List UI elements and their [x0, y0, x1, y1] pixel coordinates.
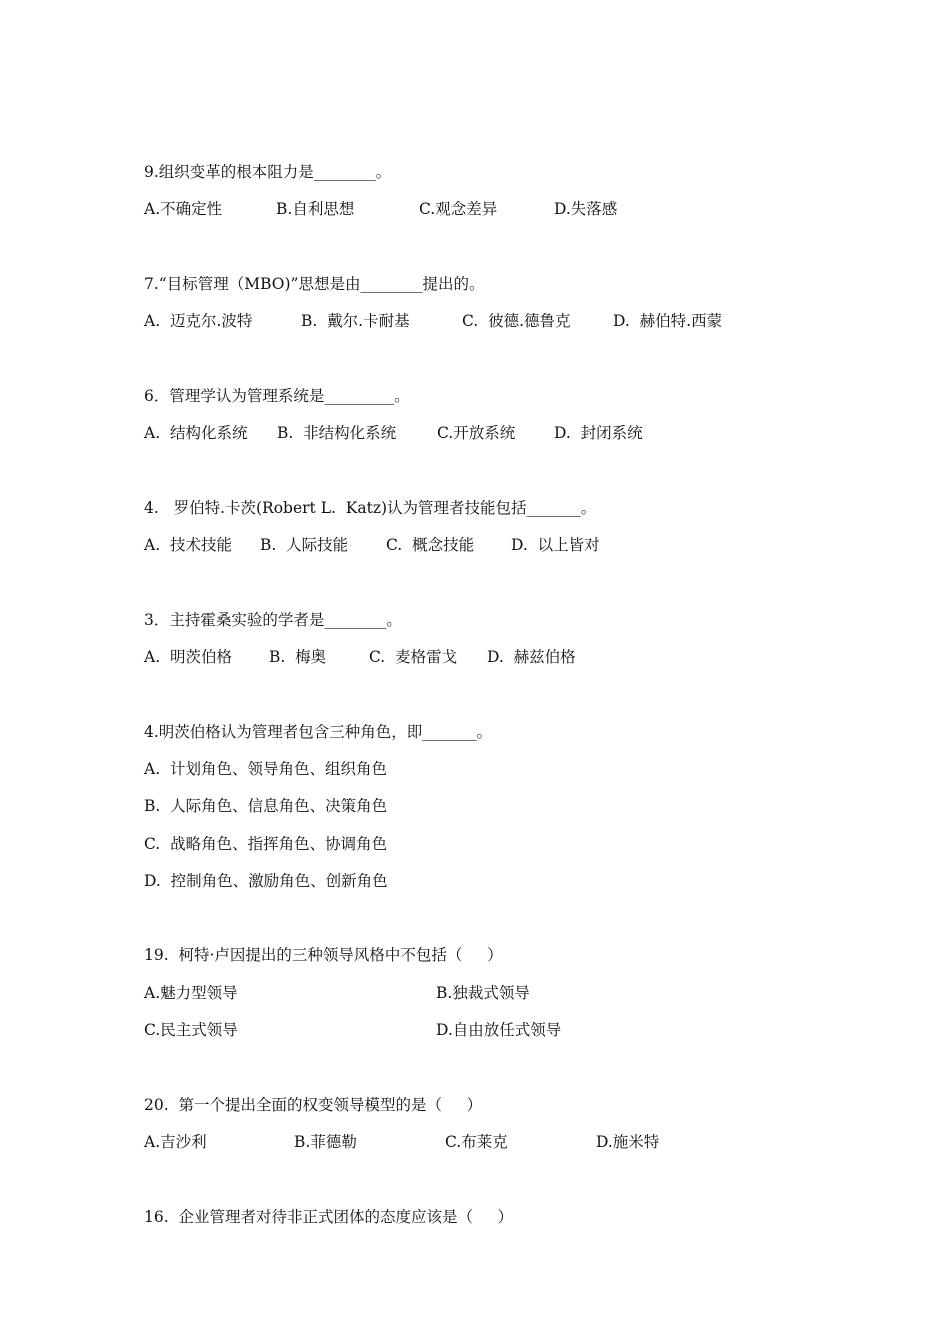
option-d: D. 以上皆对: [511, 536, 600, 554]
option-b: B.独裁式领导: [436, 984, 530, 1002]
option-d: D.施米特: [596, 1133, 660, 1151]
option-c: C.开放系统: [437, 424, 516, 442]
option-a: A. 结构化系统: [144, 424, 248, 442]
option-d: D. 控制角色、激励角色、创新角色: [144, 872, 388, 890]
option-d: D.自由放任式领导: [436, 1021, 562, 1039]
option-a: A.不确定性: [144, 200, 223, 218]
question-stem: 20. 第一个提出全面的权变领导模型的是（ ）: [144, 1096, 483, 1114]
option-c: C. 彼德.德鲁克: [462, 312, 571, 330]
option-c: C.布莱克: [445, 1133, 508, 1151]
question-stem: 16. 企业管理者对待非正式团体的态度应该是（ ）: [144, 1208, 514, 1226]
option-b: B. 非结构化系统: [277, 424, 397, 442]
option-c: C. 麦格雷戈: [369, 648, 458, 666]
option-a: A.魅力型领导: [144, 984, 238, 1002]
option-c: C. 概念技能: [386, 536, 475, 554]
question-stem: 7.“目标管理（MBO)”思想是由________提出的。: [144, 275, 485, 293]
question-stem: 4. 罗伯特.卡茨(Robert L. Katz)认为管理者技能包括_______。: [144, 499, 597, 517]
option-d: D. 赫伯特.西蒙: [613, 312, 723, 330]
option-b: B.菲德勒: [294, 1133, 357, 1151]
option-b: B. 人际技能: [260, 536, 349, 554]
option-c: C.民主式领导: [144, 1021, 238, 1039]
option-d: D.失落感: [554, 200, 618, 218]
option-b: B. 梅奥: [269, 648, 327, 666]
question-stem: 9.组织变革的根本阻力是________。: [144, 163, 392, 181]
option-a: A. 明茨伯格: [144, 648, 232, 666]
question-stem: 3．主持霍桑实验的学者是________。: [144, 611, 402, 629]
question-stem: 4.明茨伯格认为管理者包含三种角色，即_______。: [144, 723, 493, 741]
question-stem: 19. 柯特·卢因提出的三种领导风格中不包括（ ）: [144, 946, 503, 964]
option-b: B.自利思想: [276, 200, 355, 218]
option-b: B. 人际角色、信息角色、决策角色: [144, 797, 388, 815]
option-c: C.观念差异: [419, 200, 498, 218]
option-c: C. 战略角色、指挥角色、协调角色: [144, 835, 388, 853]
option-a: A.吉沙利: [144, 1133, 207, 1151]
option-d: D. 赫兹伯格: [487, 648, 576, 666]
question-stem: 6．管理学认为管理系统是_________。: [144, 387, 410, 405]
option-a: A. 迈克尔.波特: [144, 312, 253, 330]
option-a: A. 计划角色、领导角色、组织角色: [144, 760, 387, 778]
option-b: B. 戴尔.卡耐基: [301, 312, 410, 330]
option-d: D. 封闭系统: [554, 424, 643, 442]
option-a: A. 技术技能: [144, 536, 232, 554]
